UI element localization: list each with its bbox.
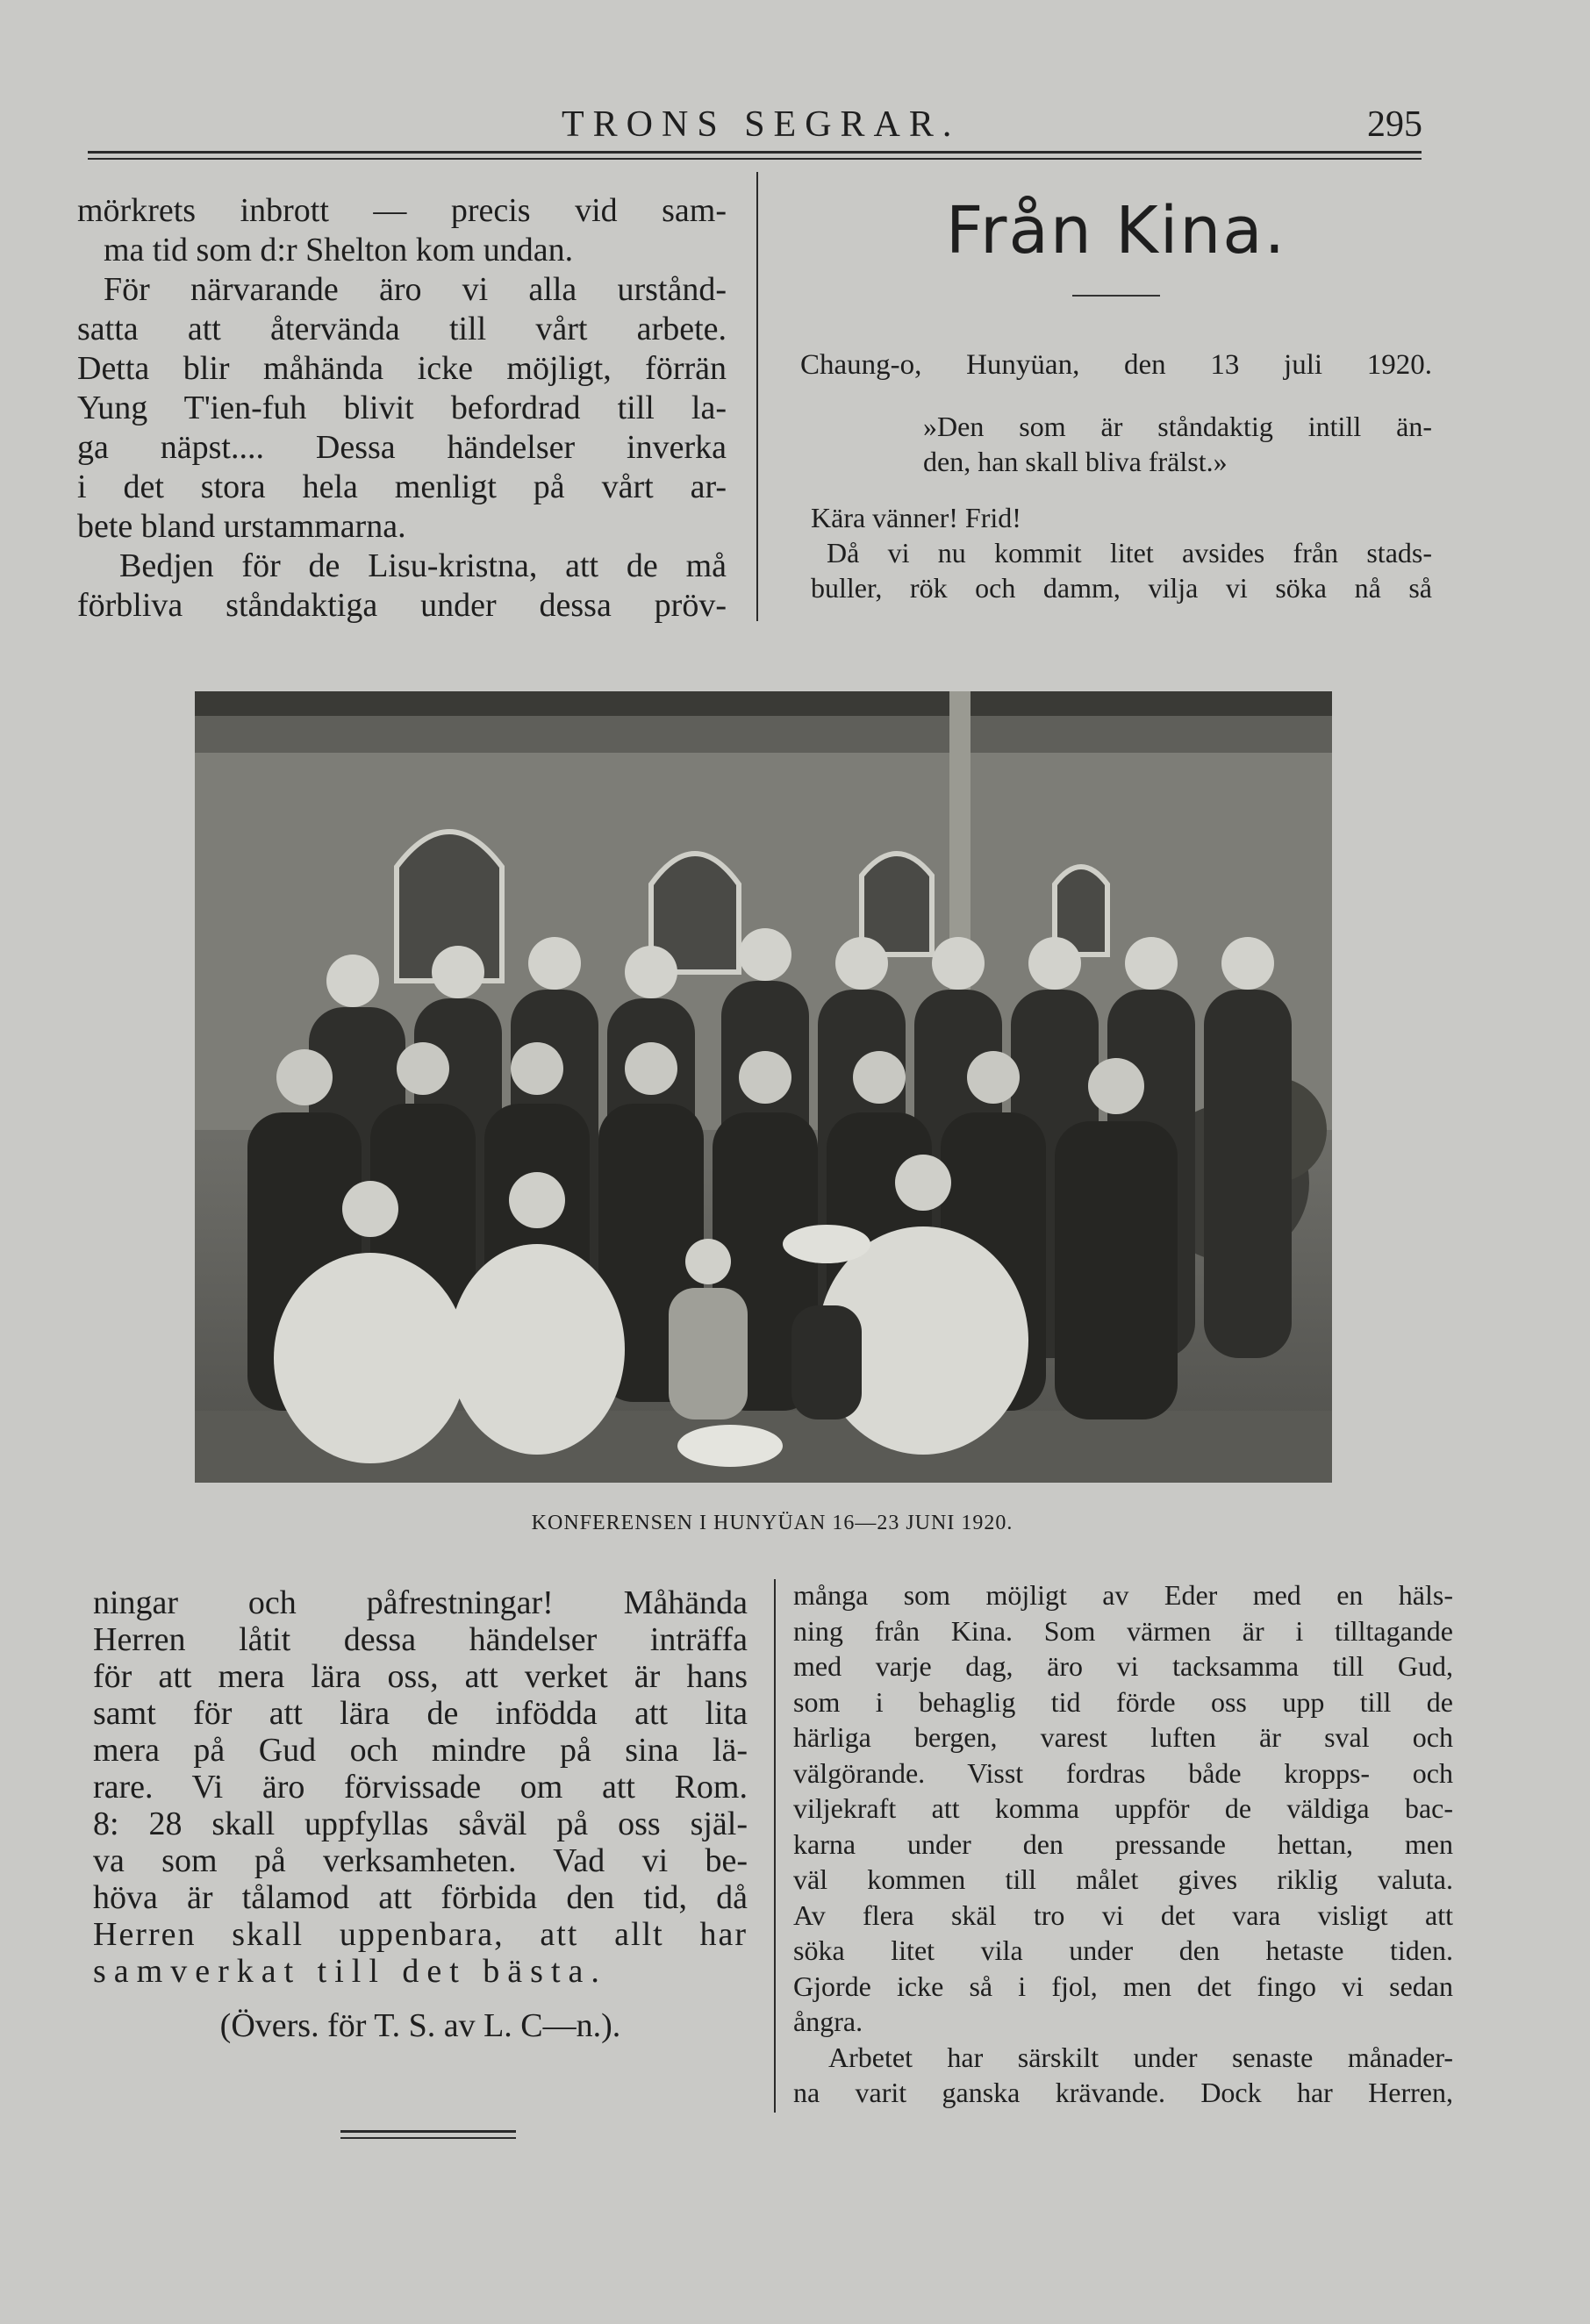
text-line: Då vi nu kommit litet avsides från stads-: [827, 537, 1432, 568]
end-rule: [340, 2130, 516, 2133]
text-line: va som på verksamheten. Vad vi be-: [93, 1842, 748, 1879]
text-line: Herren låtit dessa händelser inträffa: [93, 1621, 748, 1658]
text-line: Herren skall uppenbara, att allt har: [93, 1916, 748, 1953]
greeting: Kära vänner! Frid!: [811, 502, 1021, 533]
text-line: Gjorde icke så i fjol, men det fingo vi sedan: [793, 1970, 1453, 2002]
text-line: ning från Kina. Som värmen är i tilltagande: [793, 1614, 1453, 1647]
photo-caption: KONFERENSEN I HUNYÜAN 16—23 JUNI 1920.: [531, 1512, 1013, 1534]
text-line: med varje dag, äro vi tacksamma till Gud,: [793, 1650, 1453, 1682]
motto-line: »Den som är ståndaktig intill än-: [923, 411, 1432, 442]
text-line: 8: 28 skall uppfyllas såväl på oss själ-: [93, 1806, 748, 1842]
text-line: mera på Gud och mindre på sina lä-: [93, 1732, 748, 1769]
column-divider-bottom: [774, 1579, 776, 2113]
bottom-left-column: [93, 1584, 748, 2044]
title-rule: [1072, 295, 1160, 297]
running-title: TRONS SEGRAR.: [562, 104, 961, 145]
dateline: Chaung-o, Hunyüan, den 13 juli 1920.: [800, 349, 1432, 381]
text-line: samt för att lära de infödda att lita: [93, 1695, 748, 1732]
text-line: som i behaglig tid förde oss upp till de: [793, 1685, 1453, 1718]
text-line: viljekraft att komma uppför de väldiga bac-: [793, 1792, 1453, 1824]
text-line: buller, rök och damm, vilja vi söka nå så: [811, 572, 1432, 604]
text-line: för att mera lära oss, att verket är hans: [93, 1658, 748, 1695]
motto-line: den, han skall bliva frälst.»: [923, 446, 1228, 477]
article-column: [800, 191, 1432, 605]
text-line: na varit ganska krävande. Dock har Herren,: [793, 2077, 1453, 2108]
text-line: samverkat till det bästa.: [93, 1953, 607, 1990]
article-title: Från Kina.: [945, 193, 1287, 268]
text-line: bete bland urstammarna.: [77, 508, 406, 545]
text-line: väl kommen till målet gives riklig valuta.: [793, 1863, 1453, 1895]
header-rule-thin: [88, 158, 1422, 160]
text-line: karna under den pressande hettan, men: [793, 1827, 1453, 1860]
text-line: härliga bergen, varest luften är sval och: [793, 1721, 1453, 1753]
text-line: förbliva ståndaktiga under dessa pröv-: [77, 587, 727, 624]
page-number: 295: [1367, 104, 1422, 145]
text-line: ångra.: [793, 2006, 863, 2037]
text-line: Yung T'ien-fuh blivit befordrad till la-: [77, 390, 727, 426]
text-line: mörkrets inbrott — precis vid sam-: [77, 192, 727, 229]
top-left-column: [77, 191, 727, 626]
motto: [800, 409, 1432, 479]
article-body-top: [800, 535, 1432, 605]
text-line: För närvarande äro vi alla urstånd-: [104, 271, 727, 308]
text-line: Arbetet har särskilt under senaste månader-: [828, 2041, 1453, 2073]
text-line: Av flera skäl tro vi det vara visligt att: [793, 1899, 1453, 1931]
text-line: ningar och påfrestningar! Måhända: [93, 1584, 748, 1621]
header-rule: [88, 151, 1422, 154]
column-divider-top: [756, 172, 758, 621]
text-line: höva är tålamod att förbida den tid, då: [93, 1879, 748, 1916]
text-line: ga näpst.... Dessa händelser inverka: [77, 429, 727, 466]
bottom-right-column: [793, 1577, 1453, 2111]
text-line: Detta blir måhända icke möjligt, förrän: [77, 350, 727, 387]
text-line: välgörande. Visst fordras både kropps- och: [793, 1756, 1453, 1789]
text-line: satta att återvända till vårt arbete.: [77, 311, 727, 347]
translator-signature: (Övers. för T. S. av L. C—n.).: [219, 2007, 621, 2044]
text-line: ma tid som d:r Shelton kom undan.: [104, 232, 574, 268]
text-line: Bedjen för de Lisu-kristna, att de må: [119, 547, 727, 584]
text-line: söka litet vila under den hetaste tiden.: [793, 1934, 1453, 1966]
text-line: i det stora hela menligt på vårt ar-: [77, 468, 727, 505]
text-line: rare. Vi äro förvissade om att Rom.: [93, 1769, 748, 1806]
group-photograph: [195, 691, 1332, 1483]
text-line: många som möjligt av Eder med en häls-: [793, 1579, 1453, 1611]
end-rule-thin: [340, 2137, 516, 2139]
